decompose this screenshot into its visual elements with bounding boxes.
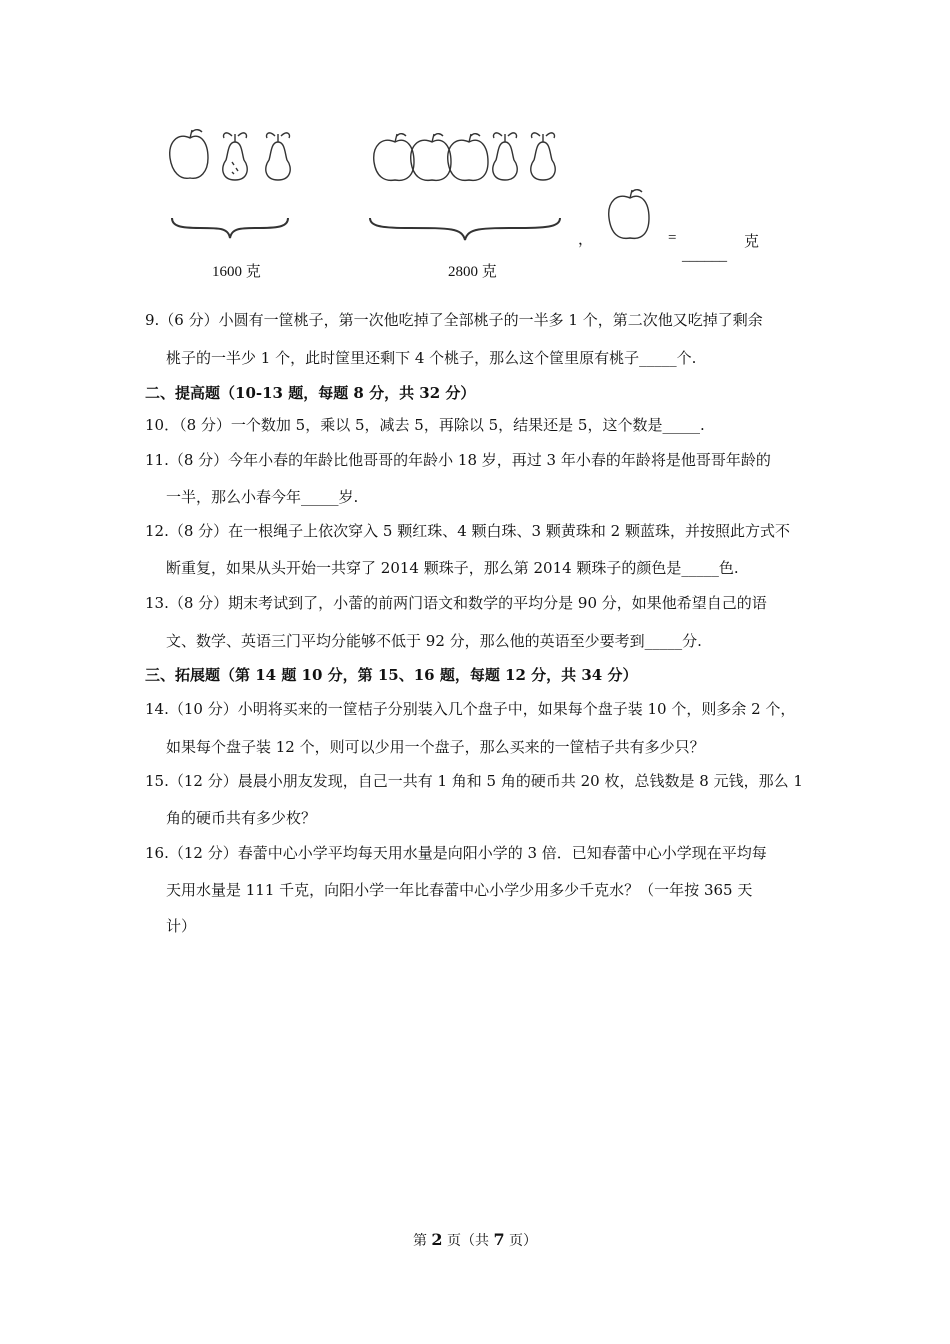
question-16-line1: 16.（12 分）春蕾中心小学平均每天用水量是向阳小学的 3 倍．已知春蕾中心小学现在平均每 <box>145 844 767 862</box>
apple-icon <box>411 134 451 181</box>
section-3-heading: 三、拓展题（第 14 题 10 分，第 15、16 题，每题 12 分，共 34 分） <box>145 666 638 684</box>
question-15-line2: 角的硬币共有多少枚？ <box>166 809 317 827</box>
question-12-line2: 断重复，如果从头开始一共穿了 2014 颗珠子，那么第 2014 颗珠子的颜色是_____色. <box>166 559 739 577</box>
footer-suffix: 页） <box>509 1233 538 1249</box>
unit-label: 克 <box>744 234 760 250</box>
question-9-line2: 桃子的一半少 1 个，此时筐里还剩下 4 个桃子，那么这个筐里原有桃子_____个. <box>166 349 697 367</box>
question-12-line1: 12.（8 分）在一根绳子上依次穿入 5 颗红珠、4 颗白珠、3 颗黄珠和 2 颗蓝珠，并按照此方式不 <box>145 522 790 540</box>
pear-icon <box>531 133 555 180</box>
question-14-line1: 14.（10 分）小明将买来的一筐桔子分别装入几个盘子中，如果每个盘子装 10 个，则多余 2 个， <box>145 700 796 718</box>
question-9-line1: 9.（6 分）小圆有一筐桃子，第一次他吃掉了全部桃子的一半多 1 个，第二次他又吃掉了剩余 <box>145 311 763 329</box>
fruit-weight-figure <box>160 120 800 290</box>
current-page-number: 2 <box>431 1230 443 1249</box>
pear-icon <box>493 133 517 180</box>
question-13-line1: 13.（8 分）期末考试到了，小蕾的前两门语文和数学的平均分是 90 分，如果他希望自己的语 <box>145 594 767 612</box>
question-16-line3: 计） <box>166 917 197 935</box>
pear-icon <box>266 133 290 180</box>
footer-prefix: 第 <box>412 1233 427 1249</box>
brace-right <box>370 218 560 240</box>
comma: ， <box>578 232 594 248</box>
apple-icon <box>448 134 488 181</box>
page-footer <box>0 1230 950 1250</box>
question-14-line2: 如果每个盘子装 12 个，则可以少用一个盘子，那么买来的一筐桔子共有多少只？ <box>166 738 705 756</box>
footer-middle: 页（共 <box>447 1233 489 1249</box>
right-weight-label: 2800 克 <box>448 264 497 280</box>
equals-sign: = <box>668 230 677 246</box>
brace-left <box>172 218 288 238</box>
total-page-number: 7 <box>493 1230 505 1249</box>
question-11-line2: 一半，那么小春今年_____岁. <box>166 488 359 506</box>
section-2-heading: 二、提高题（10-13 题，每题 8 分，共 32 分） <box>145 384 476 402</box>
question-16-line2: 天用水量是 111 千克，向阳小学一年比春蕾中心小学少用多少千克水？（一年按 365 天 <box>166 881 753 899</box>
apple-icon <box>374 134 414 181</box>
apple-icon <box>170 130 208 179</box>
question-13-line2: 文、数学、英语三门平均分能够不低于 92 分，那么他的英语至少要考到_____分. <box>166 632 702 650</box>
question-15-line1: 15.（12 分）晨晨小朋友发现，自己一共有 1 角和 5 角的硬币共 20 枚，总钱数是 8 元钱，那么 1 <box>145 772 803 790</box>
answer-blank: ______ <box>682 248 727 264</box>
question-10-line1: 10．（8 分）一个数加 5，乘以 5，减去 5，再除以 5，结果还是 5，这个数是_____. <box>145 416 705 434</box>
left-weight-label: 1600 克 <box>212 264 261 280</box>
apple-icon <box>609 190 649 239</box>
question-11-line1: 11.（8 分）今年小春的年龄比他哥哥的年龄小 18 岁，再过 3 年小春的年龄将是他哥哥年龄的 <box>145 451 771 469</box>
pear-icon <box>223 133 247 180</box>
